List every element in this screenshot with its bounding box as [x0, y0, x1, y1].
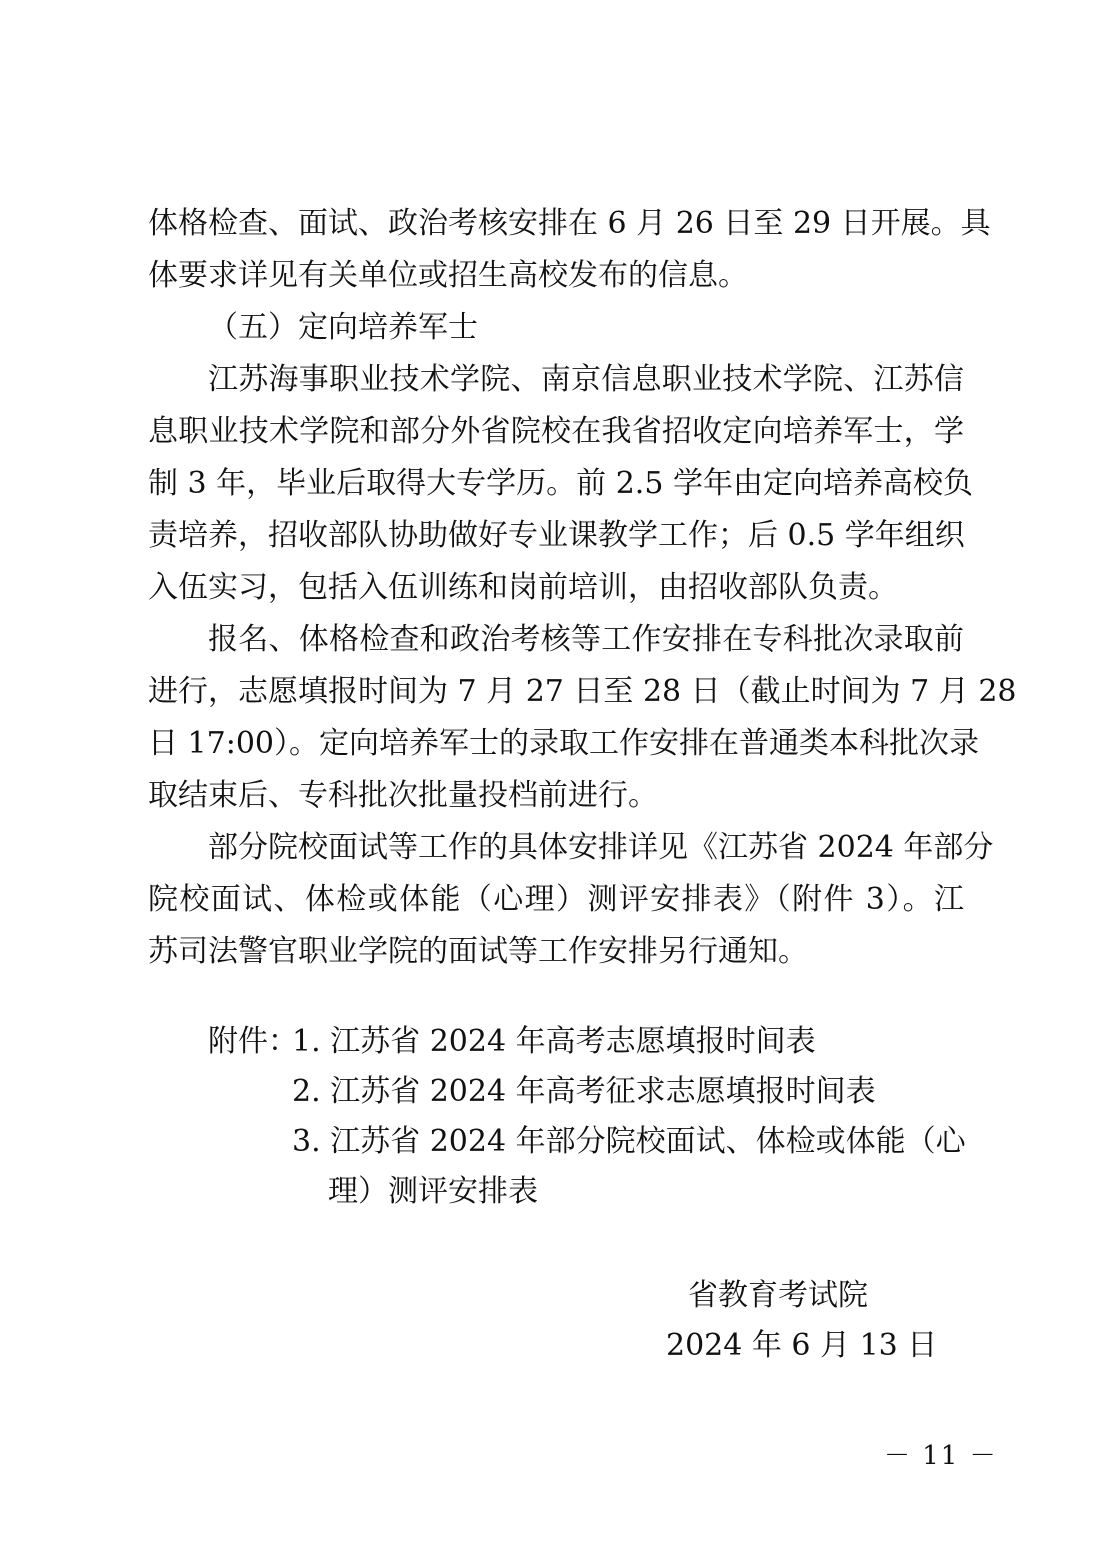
- body-line: 苏司法警官职业学院的面试等工作安排另行通知。: [148, 934, 808, 969]
- body-line: 体格检查、面试、政治考核安排在 6 月 26 日至 29 日开展。具: [148, 206, 991, 241]
- body-line: 入伍实习，包括入伍训练和岗前培训，由招收部队负责。: [148, 570, 898, 605]
- body-line: 日 17:00）。定向培养军士的录取工作安排在普通类本科批次录: [148, 726, 979, 761]
- body-line: 院校面试、体检或体能（心理）测评安排表》（附件 3）。江: [148, 882, 964, 917]
- attachment-item-continuation: 理）测评安排表: [328, 1174, 538, 1209]
- body-line: 部分院校面试等工作的具体安排详见《江苏省 2024 年部分: [208, 830, 994, 865]
- body-line: 进行，志愿填报时间为 7 月 27 日至 28 日（截止时间为 7 月 28: [148, 674, 1017, 709]
- body-line: 体要求详见有关单位或招生高校发布的信息。: [148, 258, 748, 293]
- body-line: 报名、体格检查和政治考核等工作安排在专科批次录取前: [208, 622, 964, 657]
- body-line: 江苏海事职业技术学院、南京信息职业技术学院、江苏信: [208, 362, 964, 397]
- signature-date: 2024 年 6 月 13 日: [666, 1328, 938, 1363]
- section-heading: （五）定向培养军士: [208, 310, 478, 345]
- body-line: 息职业技术学院和部分外省院校在我省招收定向培养军士，学: [148, 414, 964, 449]
- attachments-label: 附件：: [208, 1024, 298, 1059]
- attachment-item: 3. 江苏省 2024 年部分院校面试、体检或体能（心: [292, 1124, 966, 1159]
- page-number: － 11 －: [884, 1441, 998, 1471]
- signature-org: 省教育考试院: [688, 1278, 868, 1313]
- attachment-item: 2. 江苏省 2024 年高考征求志愿填报时间表: [292, 1074, 876, 1109]
- attachment-item: 1. 江苏省 2024 年高考志愿填报时间表: [292, 1024, 816, 1059]
- body-line: 责培养，招收部队协助做好专业课教学工作；后 0.5 学年组织: [148, 518, 965, 553]
- body-line: 取结束后、专科批次批量投档前进行。: [148, 778, 658, 813]
- body-line: 制 3 年，毕业后取得大专学历。前 2.5 学年由定向培养高校负: [148, 466, 973, 501]
